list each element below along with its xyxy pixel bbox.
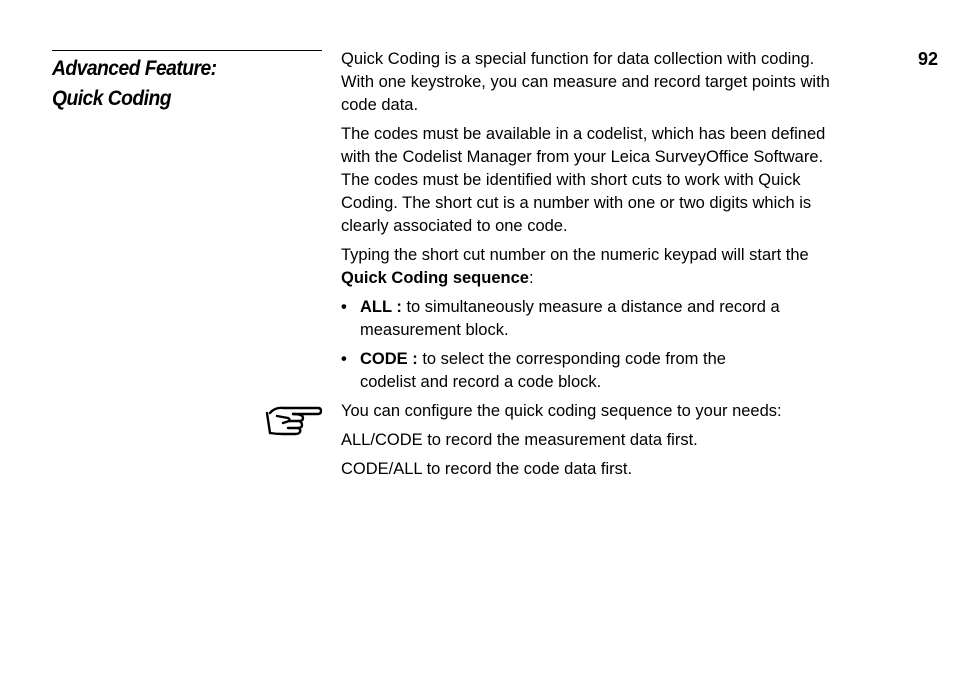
list-item xyxy=(341,348,901,394)
sequence-suffix: : xyxy=(528,269,534,287)
body-content xyxy=(341,48,901,487)
text-line: codelist and record a code block. xyxy=(360,373,602,391)
pointing-hand-icon xyxy=(264,402,322,438)
bullet-text: to select the corresponding code from the xyxy=(417,350,726,368)
text-line: Typing the short cut number on the numeric keypad will start the xyxy=(341,246,809,264)
intro-paragraph xyxy=(341,48,901,117)
text-line xyxy=(360,348,901,371)
bullet-list xyxy=(341,296,901,394)
note-option-2: CODE/ALL to record the code data first. xyxy=(341,460,633,478)
text-line: With one keystroke, you can measure and record target points with xyxy=(341,73,830,91)
text-line: code data. xyxy=(341,96,419,114)
heading-line-1: Advanced Feature: xyxy=(52,57,217,80)
section-heading xyxy=(52,54,300,114)
text-line: Coding. The short cut is a number with one or two digits which is xyxy=(341,194,812,212)
bullet-marker: • xyxy=(341,350,347,368)
note-option-1: ALL/CODE to record the measurement data first. xyxy=(341,431,698,449)
bullet-marker: • xyxy=(341,298,347,316)
typing-paragraph xyxy=(341,244,901,290)
page-number: 92 xyxy=(918,49,939,69)
codes-paragraph xyxy=(341,123,901,238)
text-line: The codes must be identified with short cuts to work with Quick xyxy=(341,171,801,189)
bullet-term: ALL : xyxy=(360,298,402,316)
text-line xyxy=(341,267,901,290)
text-line: Quick Coding is a special function for data collection with coding. xyxy=(341,50,815,68)
text-line: The codes must be available in a codelist, which has been defined xyxy=(341,125,826,143)
heading-rule xyxy=(52,50,322,51)
text-line: with the Codelist Manager from your Leica SurveyOffice Software. xyxy=(341,148,824,166)
list-item xyxy=(341,296,901,342)
sequence-term: Quick Coding sequence xyxy=(341,269,529,287)
text-line: measurement block. xyxy=(360,321,509,339)
text-line: clearly associated to one code. xyxy=(341,217,568,235)
bullet-term: CODE : xyxy=(360,350,418,368)
note-text: You can configure the quick coding sequence to your needs: xyxy=(341,402,782,420)
heading-line-2: Quick Coding xyxy=(52,87,171,110)
text-line xyxy=(360,296,901,319)
bullet-text: to simultaneously measure a distance and record a xyxy=(401,298,780,316)
